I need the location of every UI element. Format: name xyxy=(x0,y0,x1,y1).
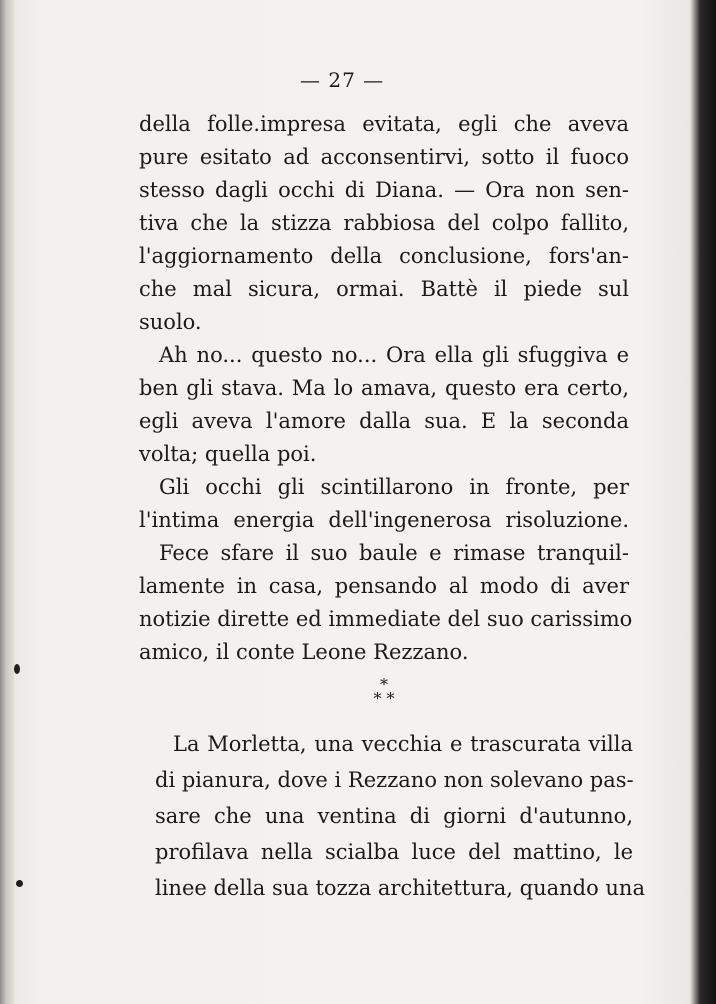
text-line: profilava nella scialba luce del mattino, le xyxy=(155,840,633,864)
text-line: l'intima energia dell'ingenerosa risoluzione. xyxy=(139,508,629,532)
text-line: di pianura, dove i Rezzano non solevano pas- xyxy=(155,768,634,792)
text-line: Ah no... questo no... Ora ella gli sfuggiva e xyxy=(159,343,629,367)
ink-blot xyxy=(16,880,23,887)
text-line: egli aveva l'amore dalla sua. E la seconda xyxy=(139,409,629,433)
text-line: volta; quella poi. xyxy=(139,442,317,466)
text-block-bottom xyxy=(155,726,645,906)
page-binding-edge xyxy=(0,0,14,1004)
asterism-top: * xyxy=(380,675,388,694)
text-line: che mal sicura, ormai. Battè il piede sul xyxy=(139,277,629,301)
text-line: lamente in casa, pensando al modo di aver xyxy=(139,574,629,598)
text-line: notizie dirette ed immediate del suo carissimo xyxy=(139,607,633,631)
text-line: tiva che la stizza rabbiosa del colpo fallito, xyxy=(139,211,629,235)
text-line: pure esitato ad acconsentirvi, sotto il fuoco xyxy=(139,145,629,169)
text-line: sare che una ventina di giorni d'autunno, xyxy=(155,804,633,828)
text-line: stesso dagli occhi di Diana. — Ora non sen- xyxy=(139,178,629,202)
text-line: Gli occhi gli scintillarono in fronte, per xyxy=(159,475,629,499)
text-line: suolo. xyxy=(139,310,202,334)
text-line: Fece sfare il suo baule e rimase tranquil- xyxy=(159,541,629,565)
page-number: — 27 — xyxy=(300,68,385,92)
text-line: La Morletta, una vecchia e trascurata villa xyxy=(173,732,633,756)
section-break-asterism xyxy=(364,675,404,708)
text-line: amico, il conte Leone Rezzano. xyxy=(139,640,469,664)
ink-blot xyxy=(14,664,20,674)
text-line: l'aggiornamento della conclusione, fors'an- xyxy=(139,244,629,268)
text-line: della folle.impresa evitata, egli che aveva xyxy=(139,112,629,136)
text-line: linee della sua tozza architettura, quando una xyxy=(155,876,645,900)
asterism-bottom: * * xyxy=(373,689,395,708)
text-line: ben gli stava. Ma lo amava, questo era certo, xyxy=(139,376,629,400)
text-block-top xyxy=(139,108,633,669)
